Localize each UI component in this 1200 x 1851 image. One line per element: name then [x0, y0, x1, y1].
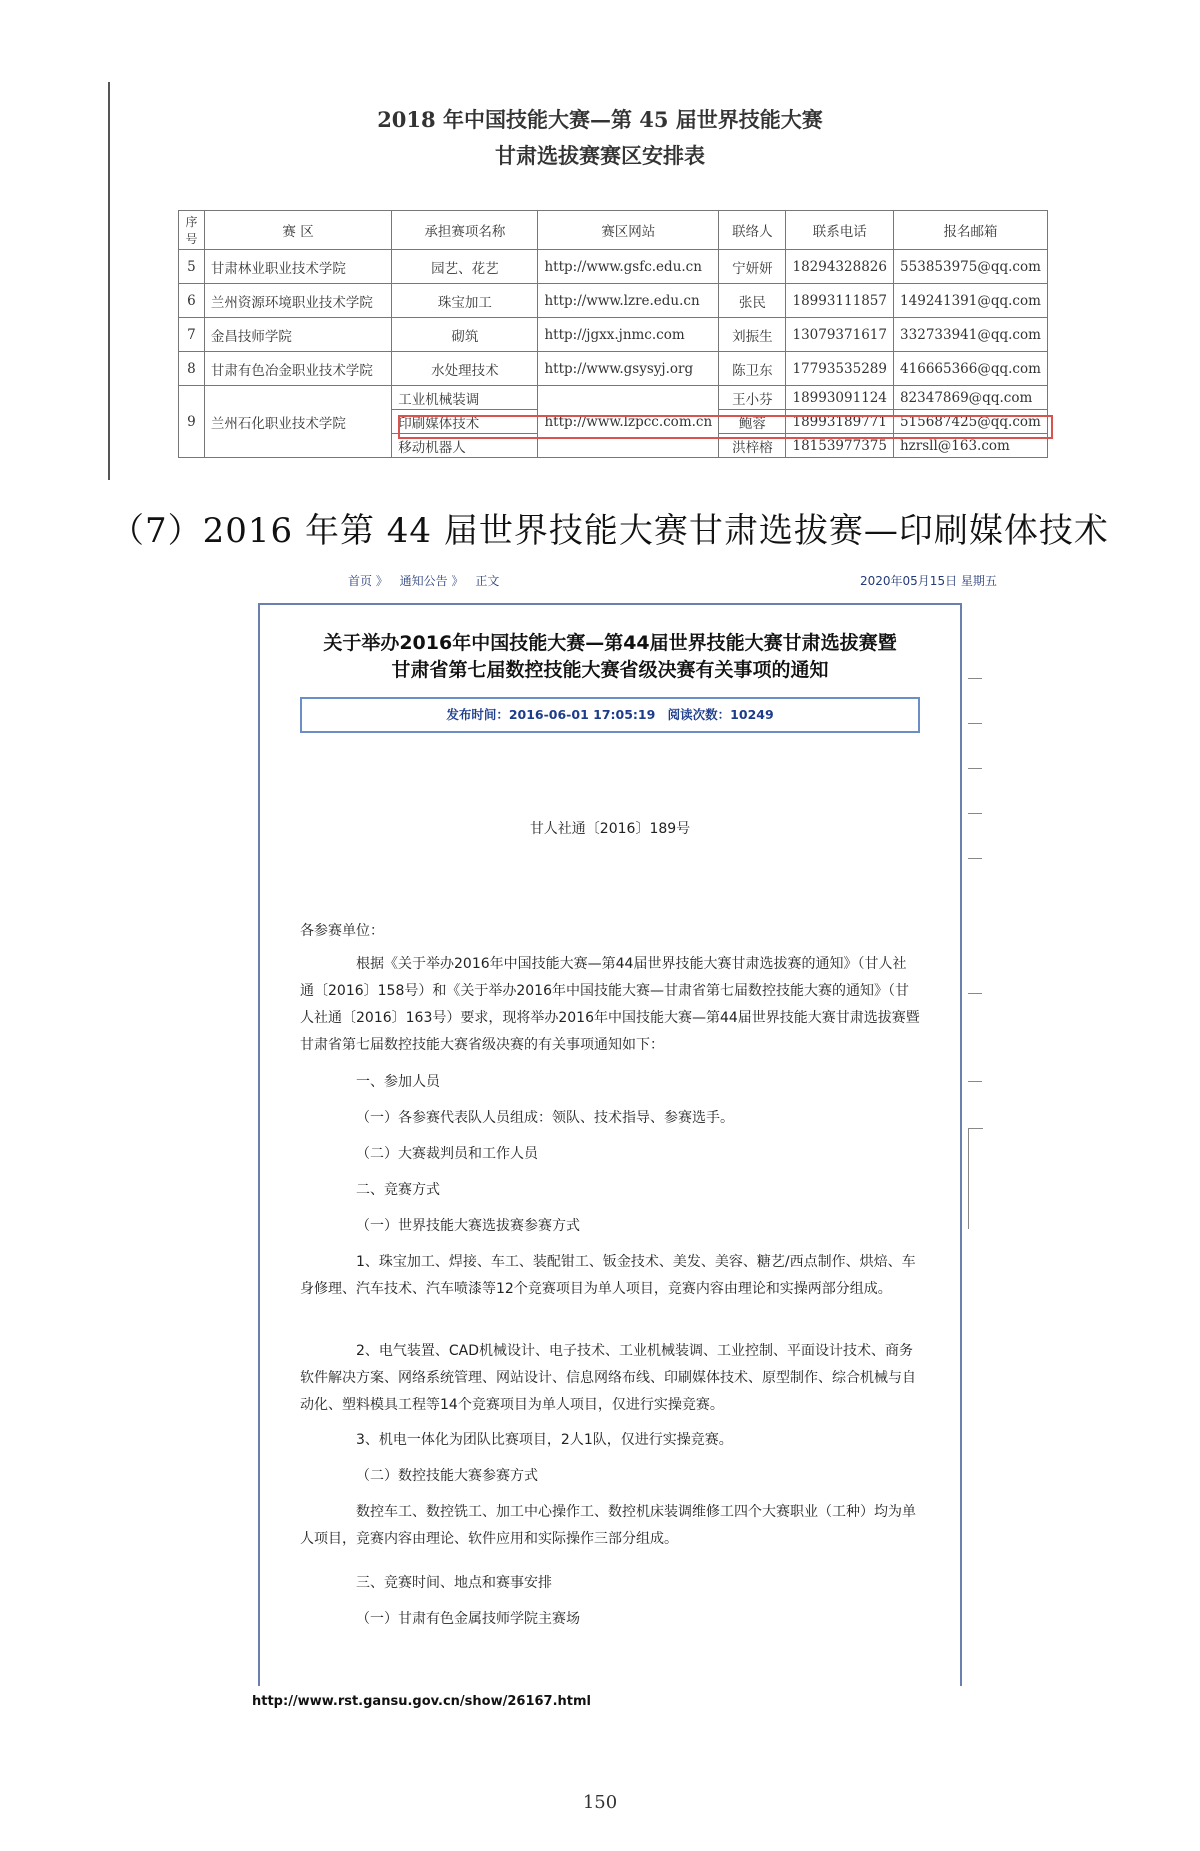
side-mark — [968, 993, 982, 994]
breadcrumb-notices[interactable]: 通知公告 》 — [399, 574, 464, 588]
cell-no: 7 — [179, 318, 205, 352]
cell-no: 6 — [179, 284, 205, 318]
article-title-line1: 关于举办2016年中国技能大赛—第44届世界技能大赛甘肃选拔赛暨 — [323, 632, 897, 654]
header-email: 报名邮箱 — [893, 211, 1047, 250]
cell-no: 9 — [179, 386, 205, 458]
cell-phone: 18993189771 — [786, 410, 893, 434]
cell-event: 珠宝加工 — [392, 284, 538, 318]
table-row — [179, 284, 1048, 318]
cell-email: 149241391@qq.com — [893, 284, 1047, 318]
side-bracket — [968, 1128, 983, 1229]
side-mark — [968, 858, 982, 859]
cell-event: 园艺、花艺 — [392, 250, 538, 284]
cell-contact: 洪梓榕 — [719, 434, 786, 458]
cell-phone: 18993111857 — [786, 284, 893, 318]
breadcrumb — [348, 572, 507, 589]
header-event: 承担赛项名称 — [392, 211, 538, 250]
table-row — [179, 352, 1048, 386]
section-heading: （7）2016 年第 44 届世界技能大赛甘肃选拔赛—印刷媒体技术 — [110, 511, 1109, 551]
cell-area: 兰州资源环境职业技术学院 — [204, 284, 391, 318]
cell-event: 砌筑 — [392, 318, 538, 352]
cell-event: 移动机器人 — [392, 434, 538, 458]
cell-site: http://www.lzre.edu.cn — [538, 284, 719, 318]
cell-email: 82347869@qq.com — [893, 386, 1047, 410]
cell-phone: 13079371617 — [786, 318, 893, 352]
paragraph-2: 2、电气装置、CAD机械设计、电子技术、工业机械装调、工业控制、平面设计技术、商务软件解决方案、网络系统管理、网站设计、信息网络布线、印刷媒体技术、原型制作、综合机械与自动化、塑料模具工程等14个竞赛项目为单人项目，仅进行实操竞赛。 — [300, 1343, 916, 1413]
cell-no: 5 — [179, 250, 205, 284]
table-row — [179, 386, 1048, 410]
cell-event: 工业机械装调 — [392, 386, 538, 410]
highlight-box — [398, 415, 1053, 439]
publish-time: 发布时间：2016-06-01 17:05:19 — [446, 707, 656, 722]
publish-info-bar — [300, 697, 920, 733]
cell-phone: 18294328826 — [786, 250, 893, 284]
page-number: 150 — [582, 1792, 618, 1813]
side-mark — [968, 768, 982, 769]
header-no: 序号 — [179, 211, 205, 250]
intro-paragraph: 根据《关于举办2016年中国技能大赛—第44届世界技能大赛甘肃选拔赛的通知》（甘人社通〔2016〕158号）和《关于举办2016年中国技能大赛—甘肃省第七届数控技能大赛的通知》（甘人社通〔2016〕163号）要求，现将举办2016年中国技能大赛—第44届世界技能大赛甘肃选拔赛暨甘肃省第七届数控技能大赛省级决赛的有关事项通知如下： — [300, 956, 920, 1053]
document-number: 甘人社通〔2016〕189号 — [529, 821, 691, 837]
read-count: 阅读次数：10249 — [667, 707, 774, 722]
cell-phone: 18153977375 — [786, 434, 893, 458]
cell-email: 416665366@qq.com — [893, 352, 1047, 386]
section-3-sub-1: （一）甘肃有色金属技师学院主赛场 — [356, 1611, 580, 1627]
cell-site: http://www.lzpcc.com.cn — [538, 386, 719, 458]
table-title-line1: 2018 年中国技能大赛—第 45 届世界技能大赛 — [377, 107, 823, 132]
header-site: 赛区网站 — [538, 211, 719, 250]
section-3-heading: 三、竞赛时间、地点和赛事安排 — [356, 1575, 552, 1591]
header-phone: 联系电话 — [786, 211, 893, 250]
cell-email: 332733941@qq.com — [893, 318, 1047, 352]
header-area: 赛 区 — [204, 211, 391, 250]
cell-contact: 刘振生 — [719, 318, 786, 352]
table-title-line2: 甘肃选拔赛赛区安排表 — [495, 143, 705, 168]
breadcrumb-home[interactable]: 首页 》 — [348, 574, 388, 588]
cell-contact: 宁妍妍 — [719, 250, 786, 284]
side-mark — [968, 813, 982, 814]
section-2-heading: 二、竞赛方式 — [356, 1182, 440, 1198]
table-header-row — [179, 211, 1048, 250]
cell-area: 兰州石化职业技术学院 — [204, 386, 391, 458]
salutation: 各参赛单位： — [300, 923, 384, 939]
cell-event: 水处理技术 — [392, 352, 538, 386]
paragraph-3: 3、机电一体化为团队比赛项目，2人1队，仅进行实操竞赛。 — [356, 1432, 733, 1448]
cell-area: 甘肃林业职业技术学院 — [204, 250, 391, 284]
cell-area: 甘肃有色冶金职业技术学院 — [204, 352, 391, 386]
table-row — [179, 250, 1048, 284]
section-1-item-1: （一）各参赛代表队人员组成：领队、技术指导、参赛选手。 — [356, 1110, 734, 1126]
cell-no: 8 — [179, 352, 205, 386]
header-contact: 联络人 — [719, 211, 786, 250]
cell-phone: 18993091124 — [786, 386, 893, 410]
cell-email: hzrsll@163.com — [893, 434, 1047, 458]
side-mark — [968, 723, 982, 724]
breadcrumb-current: 正文 — [475, 574, 500, 588]
cell-site: http://www.gsfc.edu.cn — [538, 250, 719, 284]
section-1-item-2: （二）大赛裁判员和工作人员 — [356, 1146, 538, 1162]
cell-phone: 17793535289 — [786, 352, 893, 386]
cell-contact: 王小芬 — [719, 386, 786, 410]
cell-contact: 鲍蓉 — [719, 410, 786, 434]
table-row — [179, 318, 1048, 352]
cell-event: 印刷媒体技术 — [392, 410, 538, 434]
paragraph-1: 1、珠宝加工、焊接、车工、装配钳工、钣金技术、美发、美容、糖艺/西点制作、烘焙、车身修理、汽车技术、汽车喷漆等12个竞赛项目为单人项目，竞赛内容由理论和实操两部分组成。 — [300, 1254, 916, 1297]
cell-email: 515687425@qq.com — [893, 410, 1047, 434]
section-2-sub-2: （二）数控技能大赛参赛方式 — [356, 1468, 538, 1484]
side-mark — [968, 1081, 982, 1082]
cell-contact: 陈卫东 — [719, 352, 786, 386]
source-url: http://www.rst.gansu.gov.cn/show/26167.html — [252, 1694, 592, 1709]
section-2-sub-1: （一）世界技能大赛选拔赛参赛方式 — [356, 1218, 580, 1234]
header-date: 2020年05月15日 星期五 — [860, 574, 997, 588]
paragraph-4: 数控车工、数控铣工、加工中心操作工、数控机床装调维修工四个大赛职业（工种）均为单人项目，竞赛内容由理论、软件应用和实际操作三部分组成。 — [300, 1504, 916, 1547]
scan-edge-line — [108, 82, 110, 480]
cell-area: 金昌技师学院 — [204, 318, 391, 352]
cell-site: http://www.gsysyj.org — [538, 352, 719, 386]
article-title-line2: 甘肃省第七届数控技能大赛省级决赛有关事项的通知 — [391, 659, 829, 681]
section-1-heading: 一、参加人员 — [356, 1074, 440, 1090]
side-mark — [968, 678, 982, 679]
cell-contact: 张民 — [719, 284, 786, 318]
cell-email: 553853975@qq.com — [893, 250, 1047, 284]
cell-site: http://jgxx.jnmc.com — [538, 318, 719, 352]
